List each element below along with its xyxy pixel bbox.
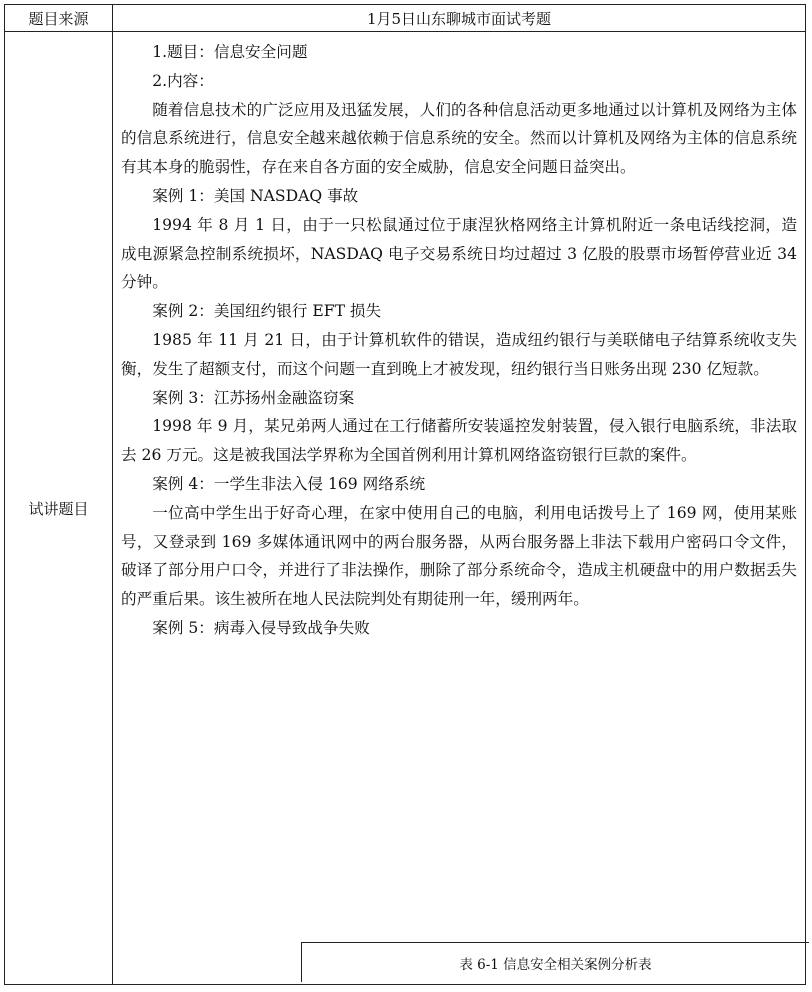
case-1-title: 案例 1：美国 NASDAQ 事故 [152, 186, 359, 205]
source-label: 题目来源 [5, 5, 113, 32]
case-2-title: 案例 2：美国纽约银行 EFT 损失 [152, 302, 382, 321]
intro-paragraph: 随着信息技术的广泛应用及迅猛发展，人们的各种信息活动更多地通过以计算机及网络为主体的信息系统进行，信息安全越来越依赖于信息系统的安全。然而以计算机及网络为主体的信息系统有其本身的脆弱性，存在来自各方面的安全威胁，信息安全问题日益突出。 [121, 100, 797, 177]
case-4-body: 一位高中学生出于好奇心理，在家中使用自己的电脑，利用电话拨号上了 169 网，使用某账号，又登录到 169 多媒体通讯网中的两台服务器，从两台服务器上非法下载用户密码口令文件，破译了部分用户口令，并进行了非法操作，删除了部分系统命令，造成主机硬盘中的用户数据丢失的严重后果。该生被所在地人民法院判处有期徒刑一年，缓刑两年。 [121, 503, 797, 609]
table-caption: 表 6-1 信息安全相关案例分析表 [301, 942, 809, 982]
source-value: 1月5日山东聊城市面试考题 [113, 5, 806, 32]
source-row [5, 5, 806, 32]
exam-table [4, 4, 806, 985]
content-heading-line: 2.内容： [152, 71, 214, 90]
topic-row [5, 32, 806, 985]
case-5-title: 案例 5：病毒入侵导致战争失败 [152, 618, 370, 637]
topic-content [113, 32, 805, 643]
case-3-title: 案例 3：江苏扬州金融盗窃案 [152, 388, 355, 407]
case-2-body: 1985 年 11 月 21 日，由于计算机软件的错误，造成纽约银行与美联储电子结算系统收支失衡，发生了超额支付，而这个问题一直到晚上才被发现，纽约银行当日账务出现 230 亿短款。 [121, 330, 797, 378]
topic-label: 试讲题目 [5, 32, 113, 985]
case-3-body: 1998 年 9 月，某兄弟两人通过在工行储蓄所安装遥控发射装置，侵入银行电脑系统，非法取去 26 万元。这是被我国法学界称为全国首例利用计算机网络盗窃银行巨款的案件。 [121, 417, 797, 465]
topic-content-cell [113, 32, 806, 985]
topic-title-line: 1.题目：信息安全问题 [152, 43, 308, 61]
case-1-body: 1994 年 8 月 1 日，由于一只松鼠通过位于康涅狄格网络主计算机附近一条电话线挖洞，造成电源紧急控制系统损坏，NASDAQ 电子交易系统日均过超过 3 亿股的股票市场暂停营业近 34 分钟。 [121, 215, 797, 292]
case-4-title: 案例 4：一学生非法入侵 169 网络系统 [152, 474, 426, 493]
